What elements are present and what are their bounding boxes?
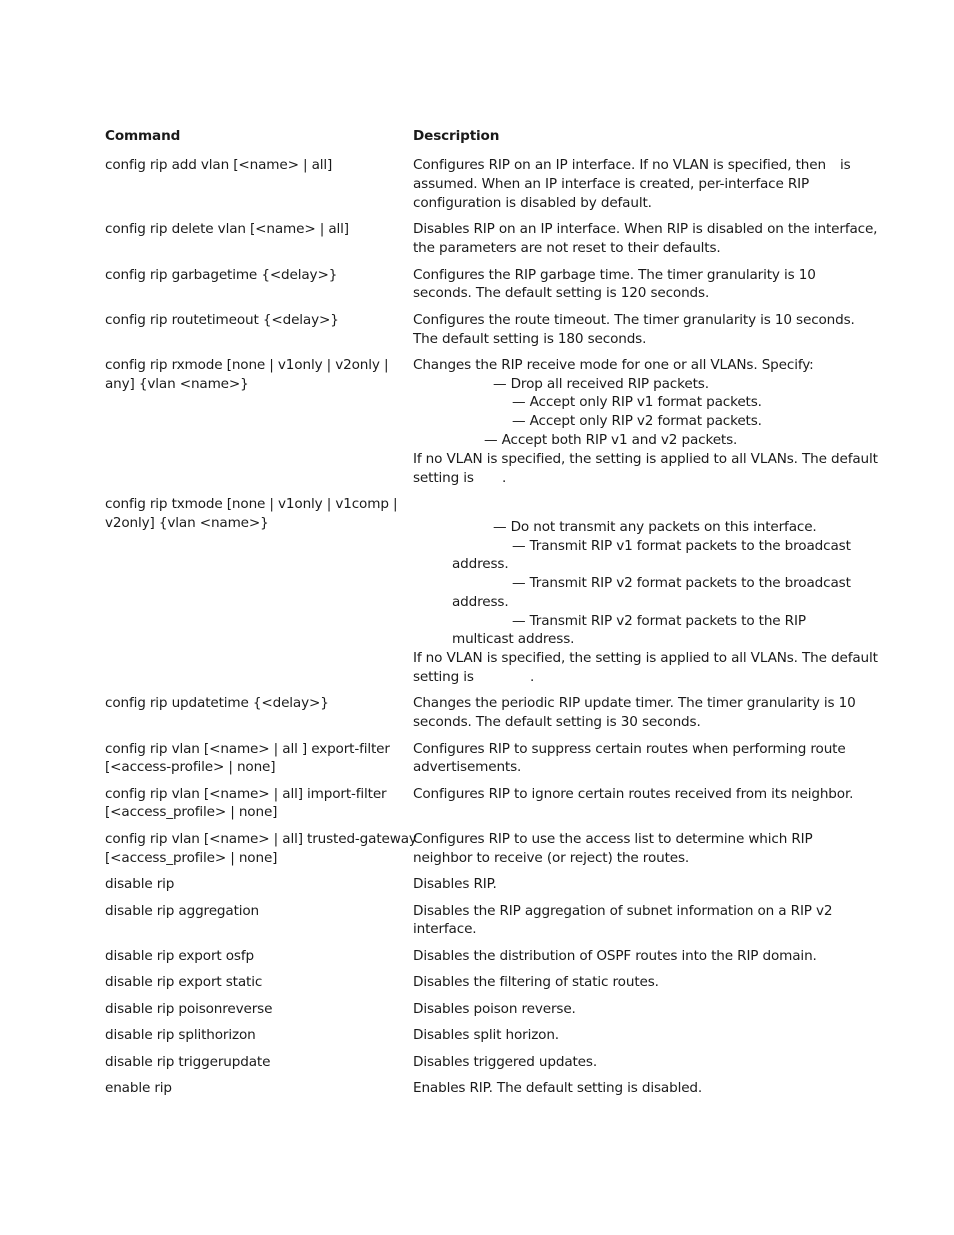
description-line: — Transmit RIP v2 format packets to the RIP: [512, 613, 806, 629]
description-line: — Accept both RIP v1 and v2 packets.: [484, 432, 738, 448]
description-line: Changes the periodic RIP update timer. The timer granularity is 10: [413, 695, 856, 711]
command-cell: disable rip export osfp: [105, 948, 254, 964]
command-cell: [<access_profile> | none]: [105, 850, 278, 866]
description-line: Enables RIP. The default setting is disabled.: [413, 1080, 703, 1096]
command-cell: disable rip aggregation: [105, 903, 260, 919]
description-line: If no VLAN is specified, the setting is applied to all VLANs. The default: [413, 650, 878, 666]
description-line: Disables the RIP aggregation of subnet information on a RIP v2: [413, 903, 833, 919]
description-line: Disables poison reverse.: [413, 1001, 576, 1017]
description-line: Configures the RIP garbage time. The timer granularity is 10: [413, 267, 816, 283]
description-line: Disables the distribution of OSPF routes into the RIP domain.: [413, 948, 817, 964]
command-cell: config rip rxmode [none | v1only | v2only |: [105, 357, 389, 373]
description-line: .: [502, 470, 507, 486]
command-cell: disable rip poisonreverse: [105, 1001, 273, 1017]
command-cell: [<access-profile> | none]: [105, 759, 276, 775]
description-line: Disables RIP.: [413, 876, 497, 892]
description-line: The default setting is 180 seconds.: [413, 331, 647, 347]
command-cell: config rip routetimeout {<delay>}: [105, 312, 339, 328]
description-line: address.: [452, 594, 509, 610]
description-line: Changes the RIP receive mode for one or all VLANs. Specify:: [413, 357, 814, 373]
command-cell: [<access_profile> | none]: [105, 804, 278, 820]
description-line: Configures RIP to use the access list to determine which RIP: [413, 831, 813, 847]
description-line: is: [840, 157, 851, 173]
description-line: configuration is disabled by default.: [413, 195, 652, 211]
description-line: — Drop all received RIP packets.: [493, 376, 709, 392]
description-line: .: [530, 669, 535, 685]
description-line: Configures RIP to ignore certain routes received from its neighbor.: [413, 786, 854, 802]
command-cell: any] {vlan <name>}: [105, 376, 249, 392]
description-line: Configures RIP to suppress certain routes when performing route: [413, 741, 846, 757]
command-cell: v2only] {vlan <name>}: [105, 515, 269, 531]
command-cell: config rip vlan [<name> | all] trusted-gateway: [105, 831, 417, 847]
command-cell: disable rip: [105, 876, 175, 892]
description-line: Disables the filtering of static routes.: [413, 974, 659, 990]
description-line: address.: [452, 556, 509, 572]
command-cell: enable rip: [105, 1080, 172, 1096]
description-line: interface.: [413, 921, 477, 937]
description-line: advertisements.: [413, 759, 522, 775]
description-line: — Transmit RIP v1 format packets to the broadcast: [512, 538, 851, 554]
command-cell: config rip add vlan [<name> | all]: [105, 157, 333, 173]
description-line: neighbor to receive (or reject) the routes.: [413, 850, 690, 866]
description-line: If no VLAN is specified, the setting is applied to all VLANs. The default: [413, 451, 878, 467]
command-cell: disable rip triggerupdate: [105, 1054, 271, 1070]
description-line: seconds. The default setting is 30 seconds.: [413, 714, 701, 730]
command-cell: config rip vlan [<name> | all] import-filter: [105, 786, 387, 802]
description-line: multicast address.: [452, 631, 575, 647]
description-line: — Accept only RIP v2 format packets.: [512, 413, 762, 429]
description-line: Disables RIP on an IP interface. When RIP is disabled on the interface,: [413, 221, 878, 237]
command-cell: config rip updatetime {<delay>}: [105, 695, 329, 711]
description-line: Configures RIP on an IP interface. If no VLAN is specified, then: [413, 157, 826, 173]
description-line: setting is: [413, 470, 474, 486]
command-cell: config rip garbagetime {<delay>}: [105, 267, 338, 283]
description-line: Configures the route timeout. The timer granularity is 10 seconds.: [413, 312, 855, 328]
command-cell: config rip vlan [<name> | all ] export-filter: [105, 741, 390, 757]
description-line: — Accept only RIP v1 format packets.: [512, 394, 762, 410]
description-line: Disables triggered updates.: [413, 1054, 597, 1070]
command-cell: disable rip splithorizon: [105, 1027, 256, 1043]
description-line: assumed. When an IP interface is created, per-interface RIP: [413, 176, 810, 192]
column-header-description: Description: [413, 128, 500, 144]
description-line: the parameters are not reset to their defaults.: [413, 240, 721, 256]
command-cell: disable rip export static: [105, 974, 263, 990]
description-line: — Do not transmit any packets on this interface.: [493, 519, 817, 535]
column-header-command: Command: [105, 128, 181, 144]
description-line: — Transmit RIP v2 format packets to the broadcast: [512, 575, 851, 591]
command-cell: config rip delete vlan [<name> | all]: [105, 221, 349, 237]
command-cell: config rip txmode [none | v1only | v1comp |: [105, 496, 398, 512]
description-line: seconds. The default setting is 120 seconds.: [413, 285, 710, 301]
description-line: setting is: [413, 669, 474, 685]
description-line: Disables split horizon.: [413, 1027, 559, 1043]
